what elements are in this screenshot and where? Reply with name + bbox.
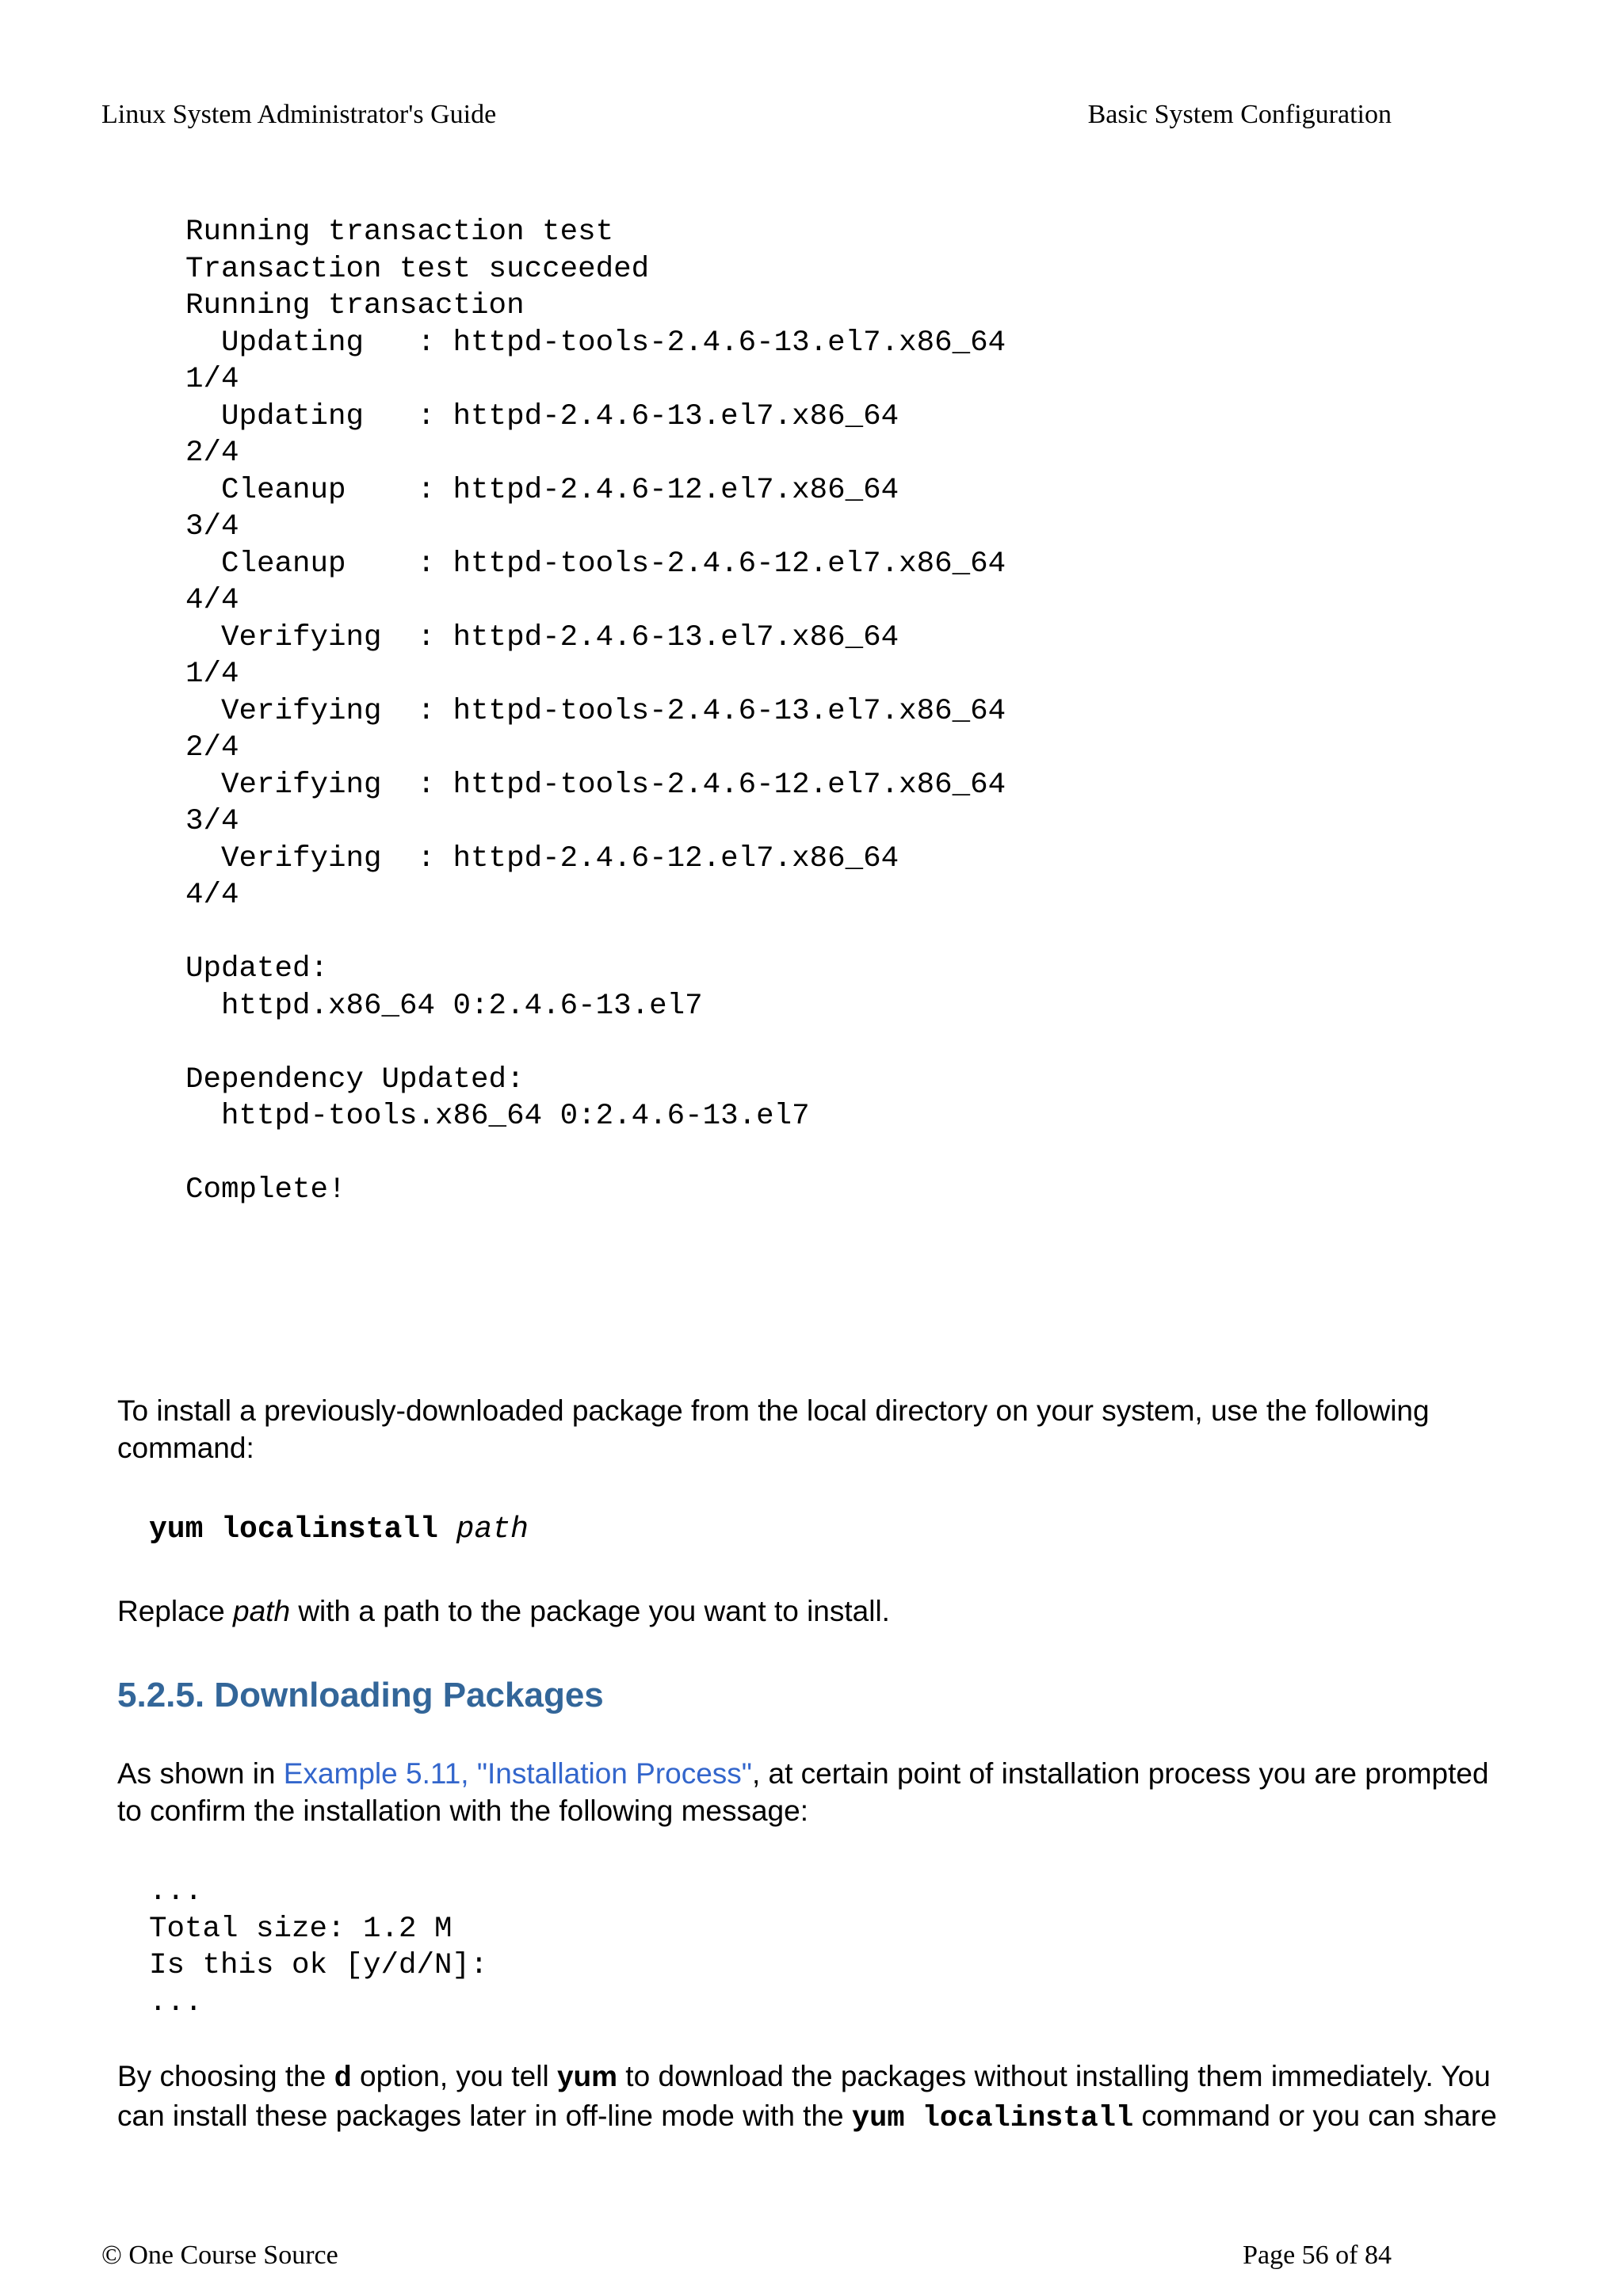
replace-text-after: with a path to the package you want to install. xyxy=(290,1595,890,1627)
command-name: yum localinstall xyxy=(149,1512,438,1547)
section-heading: 5.2.5. Downloading Packages xyxy=(117,1676,604,1714)
choosing-text-3: to download the packages without installing them immediately. You can install these packages later in off-line mode with the xyxy=(117,2060,1491,2132)
confirmation-prompt-code-block: ... Total size: 1.2 M Is this ok [y/d/N]: ... xyxy=(149,1875,488,2019)
choosing-text-1: By choosing the xyxy=(117,2060,334,2092)
footer-copyright: © One Course Source xyxy=(101,2241,338,2270)
shown-paragraph xyxy=(117,1756,1512,1829)
shown-text-before: As shown in xyxy=(117,1757,284,1790)
localinstall-command xyxy=(149,1512,529,1548)
yum-term: yum xyxy=(556,2060,618,2092)
localinstall-inline-code: yum localinstall xyxy=(851,2101,1134,2135)
header-section: Basic System Configuration xyxy=(1087,100,1392,129)
choosing-option-paragraph xyxy=(117,2058,1512,2137)
replace-path-term: path xyxy=(233,1595,291,1627)
replace-text-before: Replace xyxy=(117,1595,234,1627)
header-title: Linux System Administrator's Guide xyxy=(101,100,497,129)
install-paragraph: To install a previously-downloaded package from the local directory on your system, use the following command: xyxy=(117,1394,1430,1464)
transaction-output-code-block: Running transaction test Transaction test succeeded Running transaction Updating : httpd-tools-2.4.6-13.el7.x86_64 1/4 Updating : httpd-2.4.6-13.el7.x86_64 2/4 Cleanup : httpd-2.4.6-12.el7.x86_64 3/4 Cleanup : httpd-tools-2.4.6-12.el7.x86_64 4/4 Verifying : httpd-2.4.6-13.el7.x86_64 1/4 Verifying : httpd-tools-2.4.6-13.el7.x86_64 2/4 Verifying : httpd-tools-2.4.6-12.el7.x86_64 3/4 Verifying : httpd-2.4.6-12.el7.x86_64 4/4 Updated: httpd.x86_64 0:2.4.6-13.el7 Dependency Updated: httpd-tools.x86_64 0:2.4.6-13.el7 Complete! xyxy=(185,215,1006,1207)
replace-path-paragraph xyxy=(117,1593,1512,1630)
footer-page-number: Page 56 of 84 xyxy=(1243,2241,1392,2270)
example-link[interactable]: Example 5.11, "Installation Process" xyxy=(283,1757,752,1790)
choosing-text-4: command or you can share xyxy=(1133,2099,1497,2132)
choosing-text-2: option, you tell xyxy=(351,2060,557,2092)
shown-text-after: , at certain point of installation process you are prompted to confirm the installation with the following message: xyxy=(117,1757,1489,1827)
command-argument: path xyxy=(456,1512,529,1547)
download-option-code: d xyxy=(334,2062,352,2096)
